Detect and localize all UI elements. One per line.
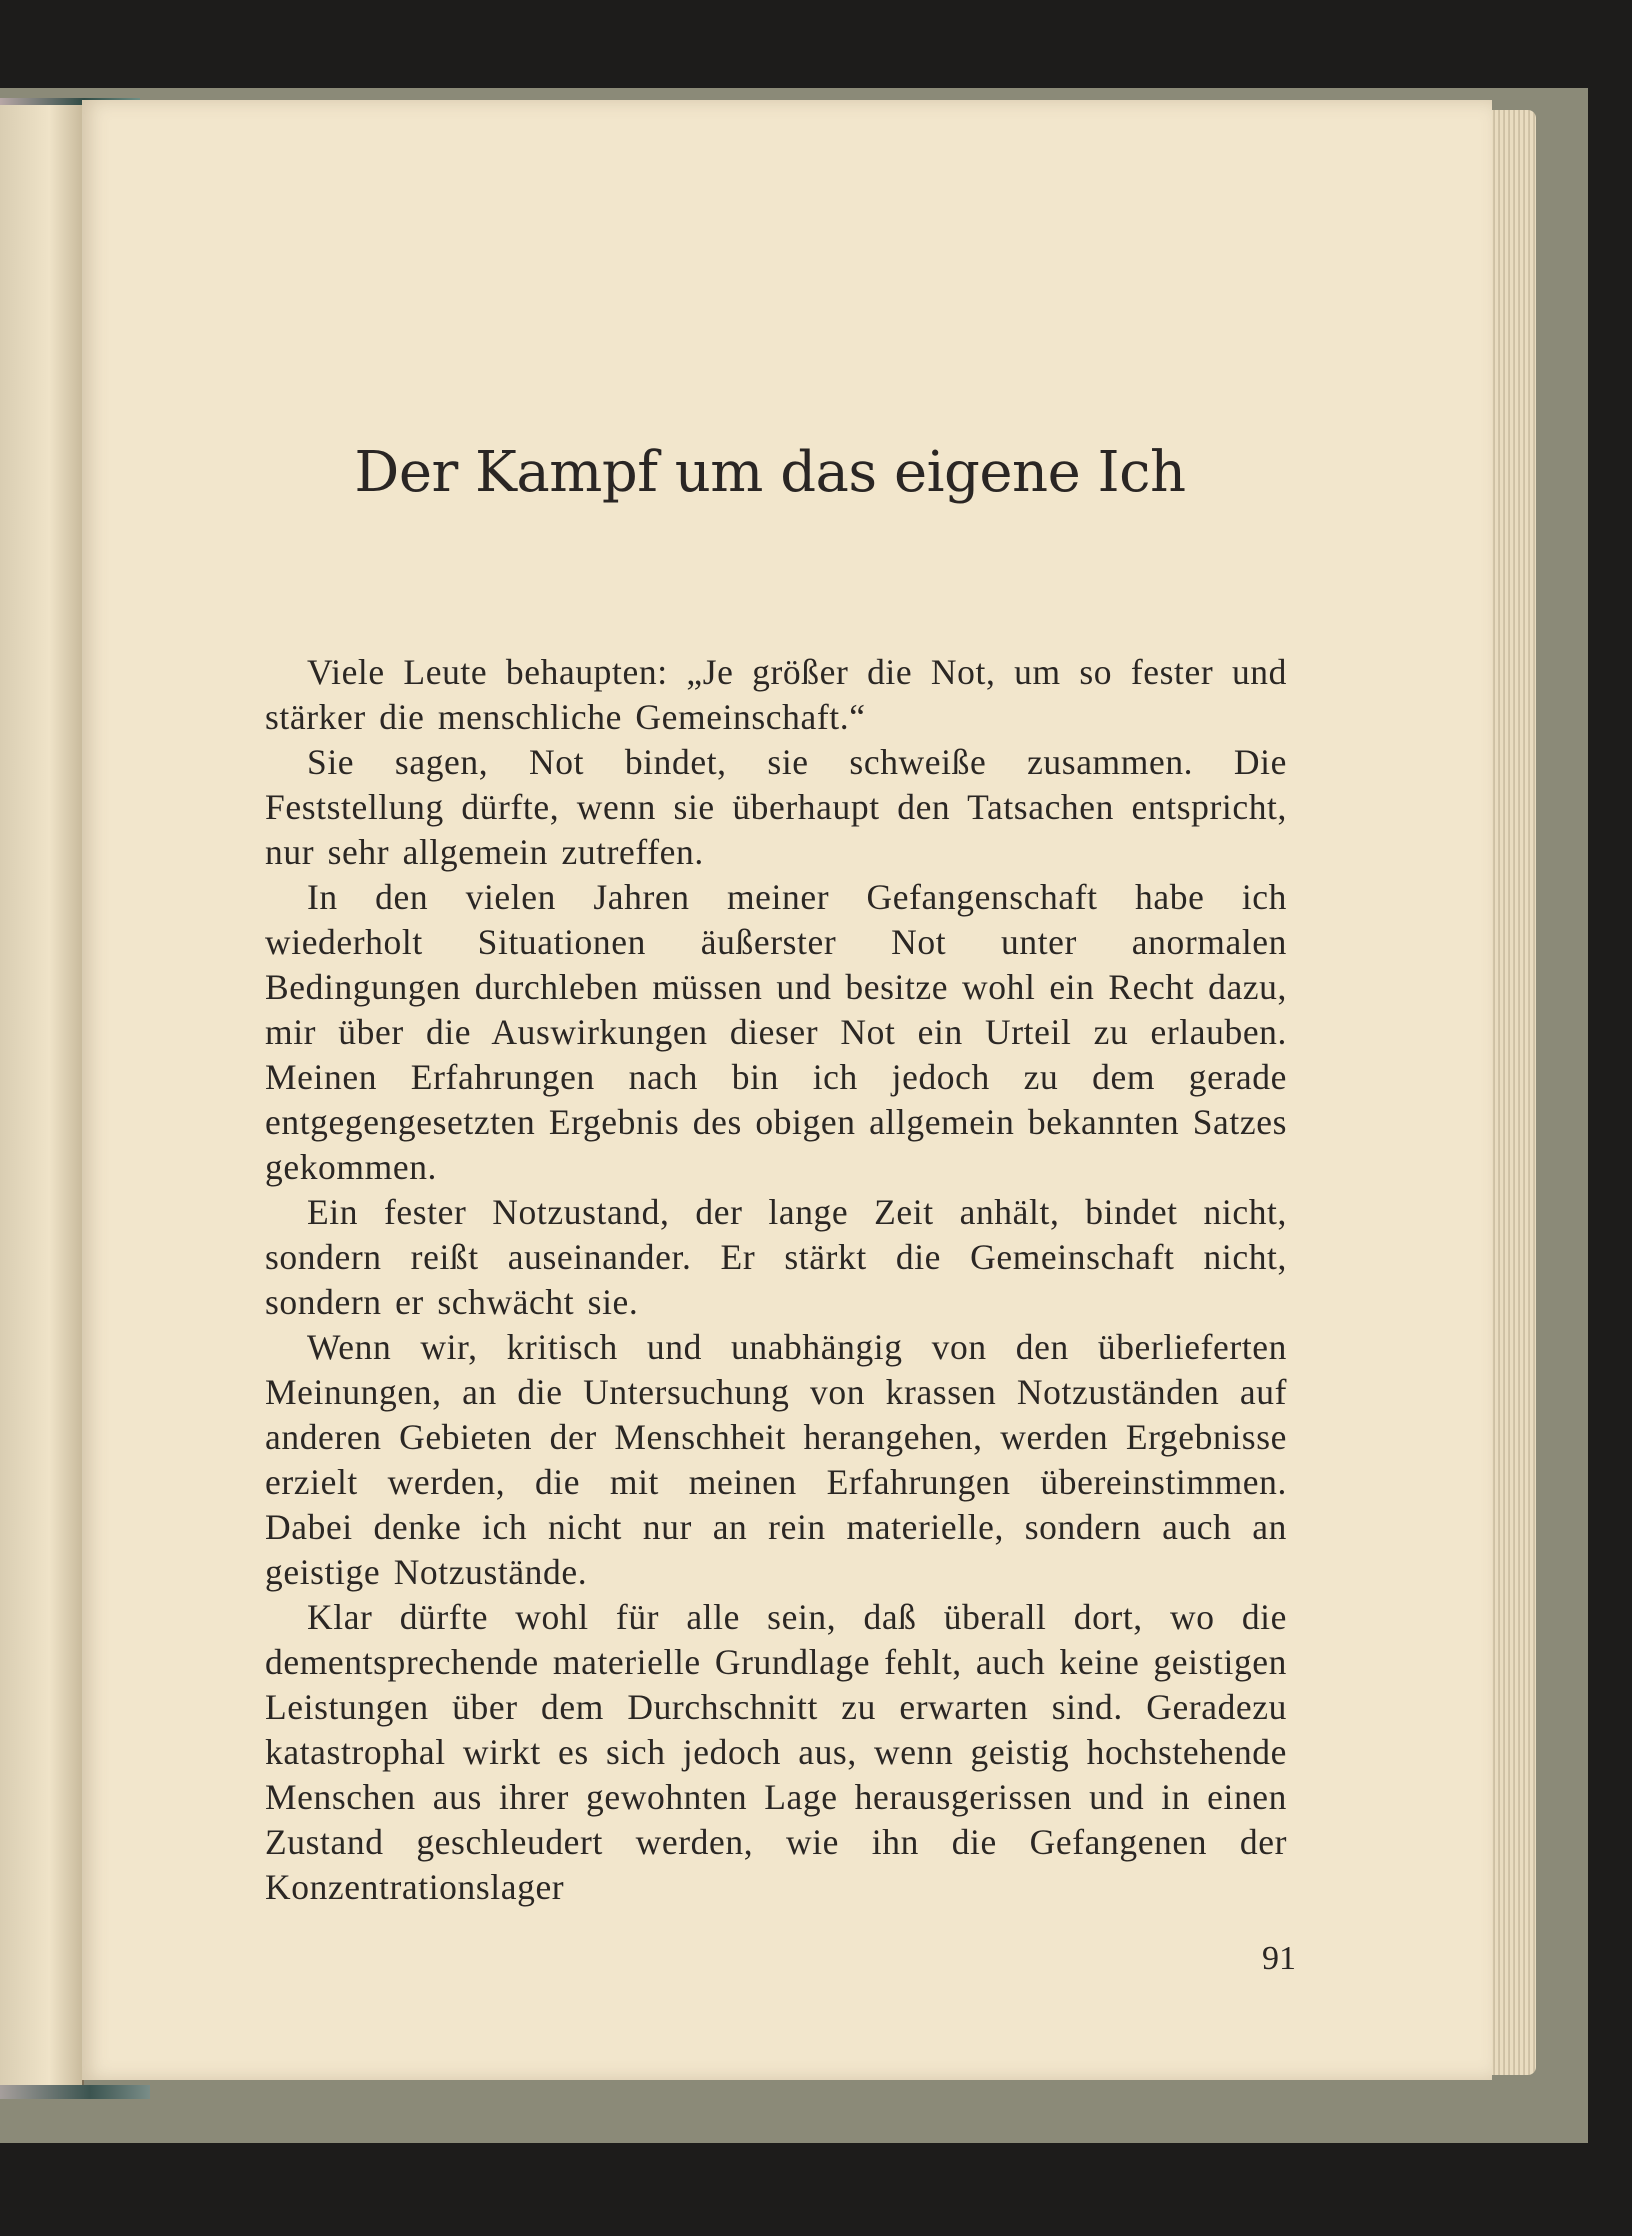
paragraph: Wenn wir, kritisch und unabhängig von den überlieferten Meinungen, an die Untersuchung von krassen Notzuständen auf anderen Gebieten der Menschheit herangehen, werden Ergebnisse erzielt werden, die mit meinen Erfahrungen übereinstimmen. Dabei denke ich nicht nur an rein materielle, sondern auch an geistige Notzustände. [265,1327,1287,1592]
paragraph: Viele Leute behaupten: „Je größer die Not, um so fester und stärker die menschliche Gemeinschaft.“ [265,652,1287,737]
page-number: 91 [1262,1940,1296,1977]
paragraph: Ein fester Notzustand, der lange Zeit anhält, bindet nicht, sondern reißt auseinander. Er stärkt die Gemeinschaft nicht, sondern er schwächt sie. [265,1192,1287,1322]
left-footband [0,2085,150,2099]
body-text [265,650,1287,1910]
page-edges [1490,110,1536,2075]
left-page-edge [0,105,84,2095]
paragraph: In den vielen Jahren meiner Gefangenschaft habe ich wiederholt Situationen äußerster Not unter anormalen Bedingungen durchleben müssen und besitze wohl ein Recht dazu, mir über die Auswirkungen dieser Not ein Urteil zu erlauben. Meinen Erfahrungen nach bin ich jedoch zu dem gerade entgegengesetzten Ergebnis des obigen allgemein bekannten Satzes gekommen. [265,877,1287,1187]
paragraph: Klar dürfte wohl für alle sein, daß überall dort, wo die dementsprechende materielle Grundlage fehlt, auch keine geistigen Leistungen über dem Durchschnitt zu erwarten sind. Geradezu katastrophal wirkt es sich jedoch aus, wenn geistig hochstehende Menschen aus ihrer gewohnten Lage herausgerissen und in einen Zustand geschleudert werden, wie ihn die Gefangenen der Konzentrationslager [265,1597,1287,1907]
chapter-title: Der Kampf um das eigene Ich [354,440,1186,505]
paragraph: Sie sagen, Not bindet, sie schweiße zusammen. Die Feststellung dürfte, wenn sie überhaupt den Tatsachen entspricht, nur sehr allgemein zutreffen. [265,742,1287,872]
